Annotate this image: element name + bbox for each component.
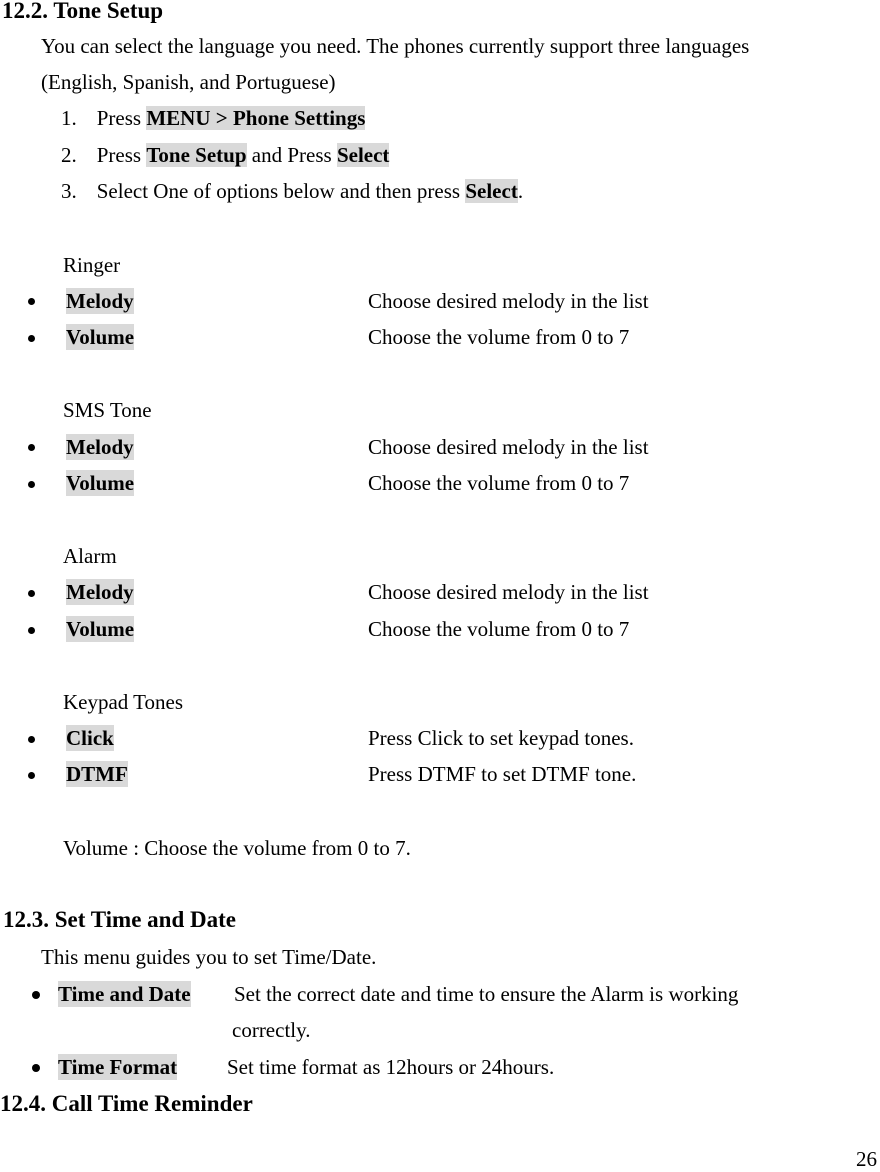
ringer-melody-label: Melody [66,289,134,313]
section-12-3-intro: This menu guides you to set Time/Date. [41,945,377,969]
step-text: Select One of options below and then press [96,179,466,203]
bullet-icon [28,736,35,743]
bullet-icon [28,335,35,342]
group-heading-keypad-tones: Keypad Tones [63,690,184,714]
bullet-icon [28,444,35,451]
step-3 [61,178,523,204]
step-text: Press [96,106,147,130]
section-12-2-title: 12.2. Tone Setup [2,0,164,23]
group-heading-sms-tone: SMS Tone [63,398,152,422]
section-12-2-intro-line2: (English, Spanish, and Portuguese) [41,70,336,94]
bullet-icon [28,772,35,779]
page-number: 26 [856,1147,877,1171]
section-12-3-title: 12.3. Set Time and Date [3,907,236,932]
alarm-melody-desc: Choose desired melody in the list [368,580,649,604]
step-text-mid: and Press [246,143,337,167]
bullet-icon [32,991,40,999]
group-heading-ringer: Ringer [63,253,121,277]
time-and-date-desc-line1: Set the correct date and time to ensure the Alarm is working [234,982,739,1006]
time-and-date-desc-line2: correctly. [232,1018,311,1042]
bullet-icon [28,590,35,597]
step-number: 2. [61,143,77,167]
step-number: 3. [61,179,77,203]
sms-volume-label: Volume [66,471,135,495]
step-2 [61,142,389,168]
ringer-volume-desc: Choose the volume from 0 to 7 [368,325,630,349]
sms-volume-desc: Choose the volume from 0 to 7 [368,471,630,495]
section-12-4-title: 12.4. Call Time Reminder [0,1091,253,1116]
volume-note: Volume : Choose the volume from 0 to 7. [63,836,411,860]
bullet-icon [28,481,35,488]
sms-melody-desc: Choose desired melody in the list [368,435,649,459]
ringer-volume-label: Volume [66,325,135,349]
bullet-icon [32,1064,40,1072]
time-and-date-label: Time and Date [58,982,191,1006]
step-highlight: Tone Setup [146,143,247,167]
step-highlight: Select [465,179,518,203]
keypad-click-label: Click [66,726,114,750]
sms-melody-label: Melody [66,435,134,459]
bullet-icon [28,627,35,634]
keypad-click-desc: Press Click to set keypad tones. [368,726,634,750]
keypad-dtmf-desc: Press DTMF to set DTMF tone. [368,762,637,786]
keypad-dtmf-label: DTMF [66,762,128,786]
group-heading-alarm: Alarm [63,544,117,568]
time-format-label: Time Format [58,1055,178,1079]
step-highlight: MENU > Phone Settings [146,106,366,130]
step-1 [61,105,365,131]
alarm-volume-label: Volume [66,617,135,641]
time-format-desc: Set time format as 12hours or 24hours. [227,1055,555,1079]
section-12-2-intro-line1: You can select the language you need. The phones currently support three languages [41,34,750,58]
alarm-volume-desc: Choose the volume from 0 to 7 [368,617,630,641]
ringer-melody-desc: Choose desired melody in the list [368,289,649,313]
step-highlight-2: Select [336,143,390,167]
step-text-end: . [517,179,524,203]
step-number: 1. [61,106,77,130]
bullet-icon [28,298,35,305]
alarm-melody-label: Melody [66,580,134,604]
step-text: Press [96,143,147,167]
